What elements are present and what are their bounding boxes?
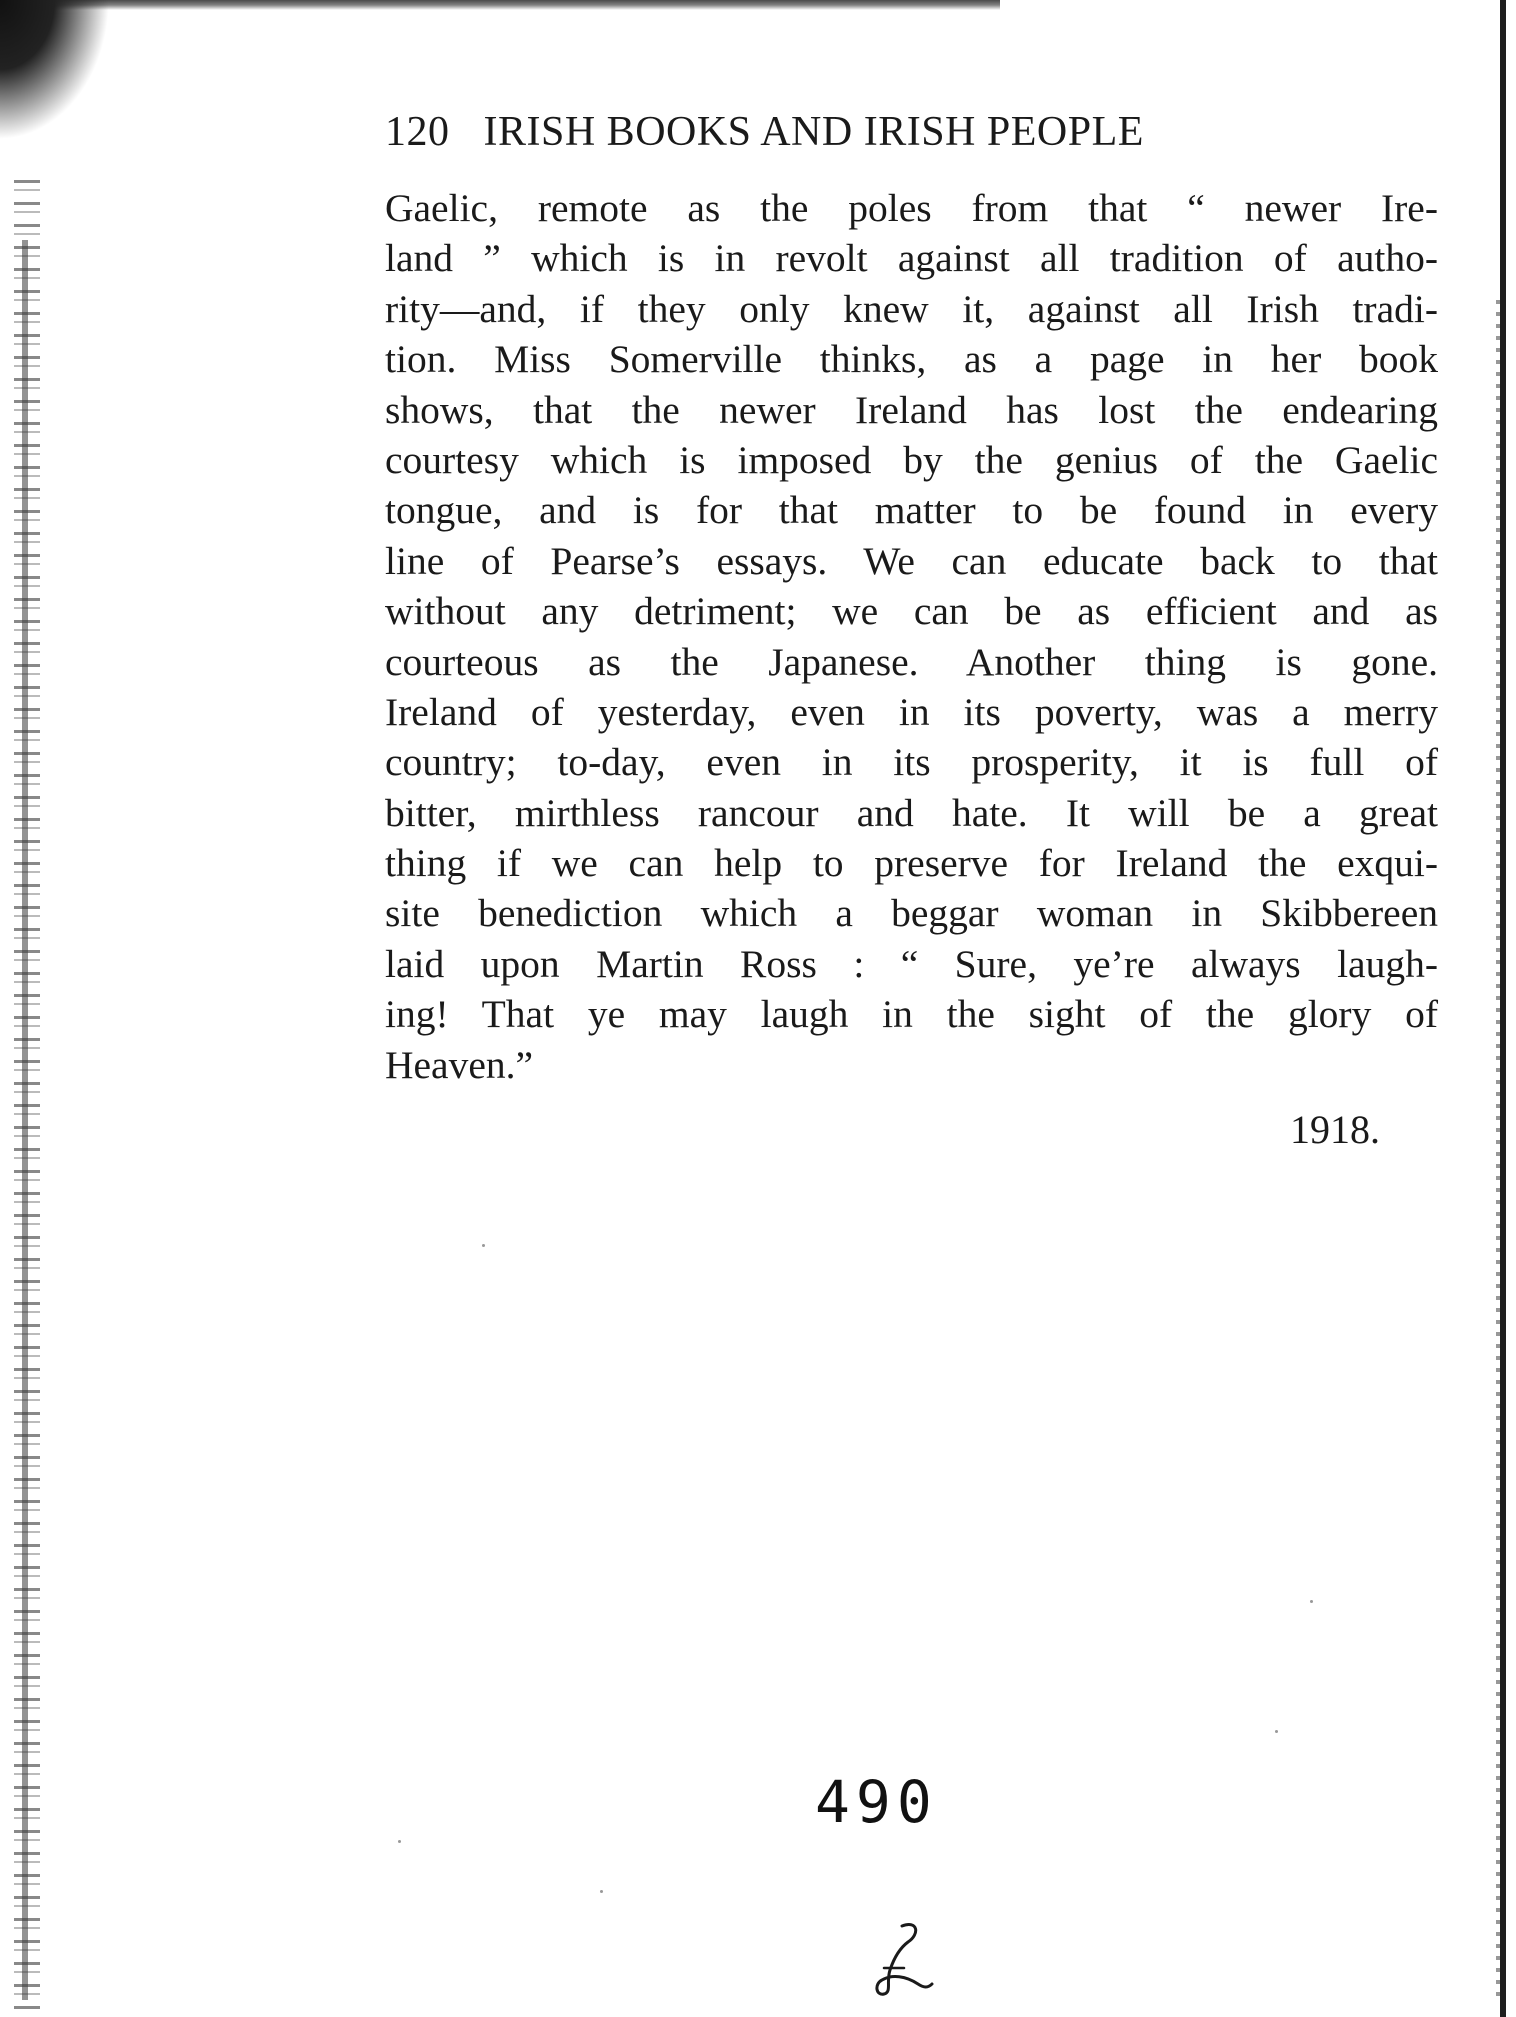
text-line: land ” which is in revolt against all tradition of autho- bbox=[385, 236, 1438, 281]
scan-speck bbox=[1310, 1600, 1313, 1603]
text-line: without any detriment; we can be as efficient and as bbox=[385, 589, 1438, 634]
scan-speck bbox=[398, 1840, 401, 1843]
text-line: Heaven.” bbox=[385, 1042, 534, 1087]
scan-edge-right bbox=[1500, 0, 1506, 2017]
text-line: courtesy which is imposed by the genius of the Gaelic bbox=[385, 437, 1438, 482]
running-title: IRISH BOOKS AND IRISH PEOPLE bbox=[483, 109, 1144, 155]
text-line: Gaelic, remote as the poles from that “ newer Ire- bbox=[385, 186, 1438, 230]
text-line: line of Pearse’s essays. We can educate back to that bbox=[385, 538, 1438, 583]
scan-speck bbox=[482, 1244, 485, 1247]
text-line: site benediction which a beggar woman in Skibbereen bbox=[385, 891, 1438, 936]
text-line: laid upon Martin Ross : “ Sure, ye’re always laugh- bbox=[385, 941, 1438, 986]
date-line: 1918. bbox=[1290, 1107, 1380, 1152]
handwritten-signature-mark bbox=[862, 1918, 942, 1998]
scan-speck bbox=[1275, 1730, 1278, 1733]
text-line: rity—and, if they only knew it, against all Irish tradi- bbox=[385, 286, 1438, 331]
body-text bbox=[385, 183, 1438, 1090]
text-line: tion. Miss Somerville thinks, as a page in her book bbox=[385, 337, 1438, 382]
text-line: Ireland of yesterday, even in its poverty, was a merry bbox=[385, 689, 1438, 734]
scan-shadow-corner bbox=[0, 0, 110, 140]
text-line: courteous as the Japanese. Another thing is gone. bbox=[385, 639, 1438, 684]
text-line: tongue, and is for that matter to be found in every bbox=[385, 488, 1438, 533]
text-line: bitter, mirthless rancour and hate. It will be a great bbox=[385, 790, 1438, 835]
scan-shadow-top bbox=[0, 0, 1000, 10]
scan-edge-left-line bbox=[22, 240, 28, 2000]
text-line: ing! That ye may laugh in the sight of the glory of bbox=[385, 992, 1438, 1037]
scan-speck bbox=[600, 1890, 603, 1893]
page-number: 120 bbox=[385, 109, 450, 155]
text-line: shows, that the newer Ireland has lost the endearing bbox=[385, 387, 1438, 432]
text-line: thing if we can help to preserve for Ireland the exqui- bbox=[385, 841, 1438, 886]
folio-stamp: 490 bbox=[815, 1768, 938, 1836]
scan-edge-right-texture bbox=[1496, 300, 1500, 2000]
text-line: country; to-day, even in its prosperity, it is full of bbox=[385, 740, 1438, 785]
running-head bbox=[385, 108, 1345, 156]
